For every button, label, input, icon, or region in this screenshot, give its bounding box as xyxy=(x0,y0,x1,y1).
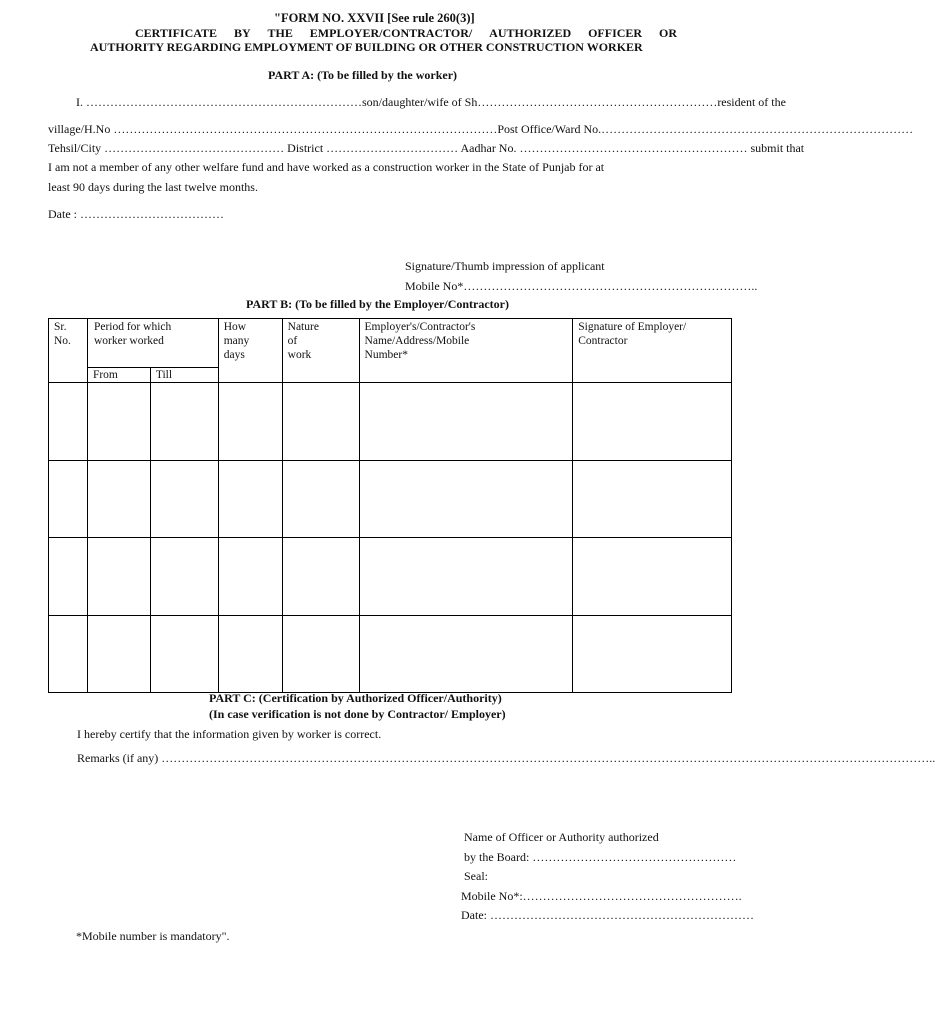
officer-name-label: Name of Officer or Authority authorized xyxy=(464,830,659,844)
table-cell[interactable] xyxy=(282,461,359,538)
table-cell[interactable] xyxy=(87,383,150,461)
table-cell[interactable] xyxy=(49,461,88,538)
table-cell[interactable] xyxy=(49,383,88,461)
board-field[interactable]: by the Board: …………………………………………… xyxy=(464,850,737,864)
form-title-line2: AUTHORITY REGARDING EMPLOYMENT OF BUILDING OR OTHER CONSTRUCTION WORKER xyxy=(90,40,643,54)
resident-label: resident of the xyxy=(717,95,786,109)
table-cell[interactable] xyxy=(573,616,732,693)
remarks-field[interactable]: Remarks (if any) ………………………………………………………………………………………………………………………………………………………………………….. xyxy=(77,751,935,765)
table-cell[interactable] xyxy=(49,538,88,616)
title-word: THE xyxy=(267,26,293,40)
officer-date-field[interactable]: Date: ………………………………………………………… xyxy=(461,908,754,922)
form-title-line1 xyxy=(135,26,677,41)
mobile-field[interactable]: Mobile No*……………………………………………………………….. xyxy=(405,279,758,293)
relation-label: son/daughter/wife of Sh xyxy=(362,95,478,109)
form-number: "FORM NO. XXVII [See rule 260(3)] xyxy=(274,11,475,25)
part-a-line2[interactable]: village/H.No ……………………………………………………………………………………Post Office/Ward No.…………………………………………………………………… xyxy=(48,122,914,136)
table-cell[interactable] xyxy=(150,461,218,538)
table-cell[interactable] xyxy=(359,461,573,538)
part-a-heading: PART A: (To be filled by the worker) xyxy=(268,68,458,82)
footnote: *Mobile number is mandatory". xyxy=(76,929,230,943)
name-field[interactable]: I. …………………………………………………………… xyxy=(76,95,362,109)
table-cell[interactable] xyxy=(218,383,282,461)
seal-label: Seal: xyxy=(464,869,488,883)
table-row xyxy=(49,616,732,693)
table-row xyxy=(49,538,732,616)
table-cell[interactable] xyxy=(218,461,282,538)
title-word: AUTHORIZED xyxy=(489,26,572,40)
header-employer-details: Employer's/Contractor's Name/Address/Mobile Number* xyxy=(359,319,573,383)
table-cell[interactable] xyxy=(218,616,282,693)
header-from: From xyxy=(87,368,150,383)
title-word: OR xyxy=(658,26,677,40)
part-a-line1 xyxy=(76,95,786,110)
table-cell[interactable] xyxy=(49,616,88,693)
title-word: EMPLOYER/CONTRACTOR/ xyxy=(309,26,473,40)
certification-statement: I hereby certify that the information given by worker is correct. xyxy=(77,727,382,741)
employment-table xyxy=(48,318,732,693)
table-cell[interactable] xyxy=(573,383,732,461)
header-till: Till xyxy=(150,368,218,383)
table-cell[interactable] xyxy=(150,538,218,616)
table-cell[interactable] xyxy=(150,383,218,461)
title-word: CERTIFICATE xyxy=(135,26,218,40)
table-cell[interactable] xyxy=(218,538,282,616)
header-signature: Signature of Employer/ Contractor xyxy=(573,319,732,383)
part-c-heading: PART C: (Certification by Authorized Officer/Authority) xyxy=(209,691,502,705)
header-period: Period for which worker worked xyxy=(87,319,218,368)
table-cell[interactable] xyxy=(87,538,150,616)
table-cell[interactable] xyxy=(282,616,359,693)
table-row xyxy=(49,461,732,538)
table-cell[interactable] xyxy=(282,383,359,461)
table-cell[interactable] xyxy=(150,616,218,693)
part-b-heading: PART B: (To be filled by the Employer/Contractor) xyxy=(246,297,510,311)
part-a-declaration-line2: least 90 days during the last twelve months. xyxy=(48,180,258,194)
table-cell[interactable] xyxy=(573,538,732,616)
part-c-subheading: (In case verification is not done by Contractor/ Employer) xyxy=(209,707,506,721)
table-cell[interactable] xyxy=(87,616,150,693)
father-name-field[interactable]: …………………………………………………… xyxy=(477,95,718,109)
table-row xyxy=(49,383,732,461)
table-cell[interactable] xyxy=(359,616,573,693)
table-cell[interactable] xyxy=(359,383,573,461)
header-sr-no: Sr. No. xyxy=(49,319,88,383)
title-word: OFFICER xyxy=(588,26,643,40)
header-nature-of-work: Nature of work xyxy=(282,319,359,383)
title-word: BY xyxy=(233,26,251,40)
signature-label: Signature/Thumb impression of applicant xyxy=(405,259,605,273)
table-cell[interactable] xyxy=(282,538,359,616)
part-a-line3[interactable]: Tehsil/City ……………………………………… District …………………………… Aadhar No. ………………………………………………… submit that xyxy=(48,141,805,155)
header-how-many-days: How many days xyxy=(218,319,282,383)
table-cell[interactable] xyxy=(87,461,150,538)
table-cell[interactable] xyxy=(573,461,732,538)
table-cell[interactable] xyxy=(359,538,573,616)
officer-mobile-field[interactable]: Mobile No*:………………………………………………. xyxy=(461,889,742,903)
date-field[interactable]: Date : ……………………………… xyxy=(48,207,224,221)
part-a-declaration-line1: I am not a member of any other welfare fund and have worked as a construction worker in the State of Punjab for at xyxy=(48,160,605,174)
